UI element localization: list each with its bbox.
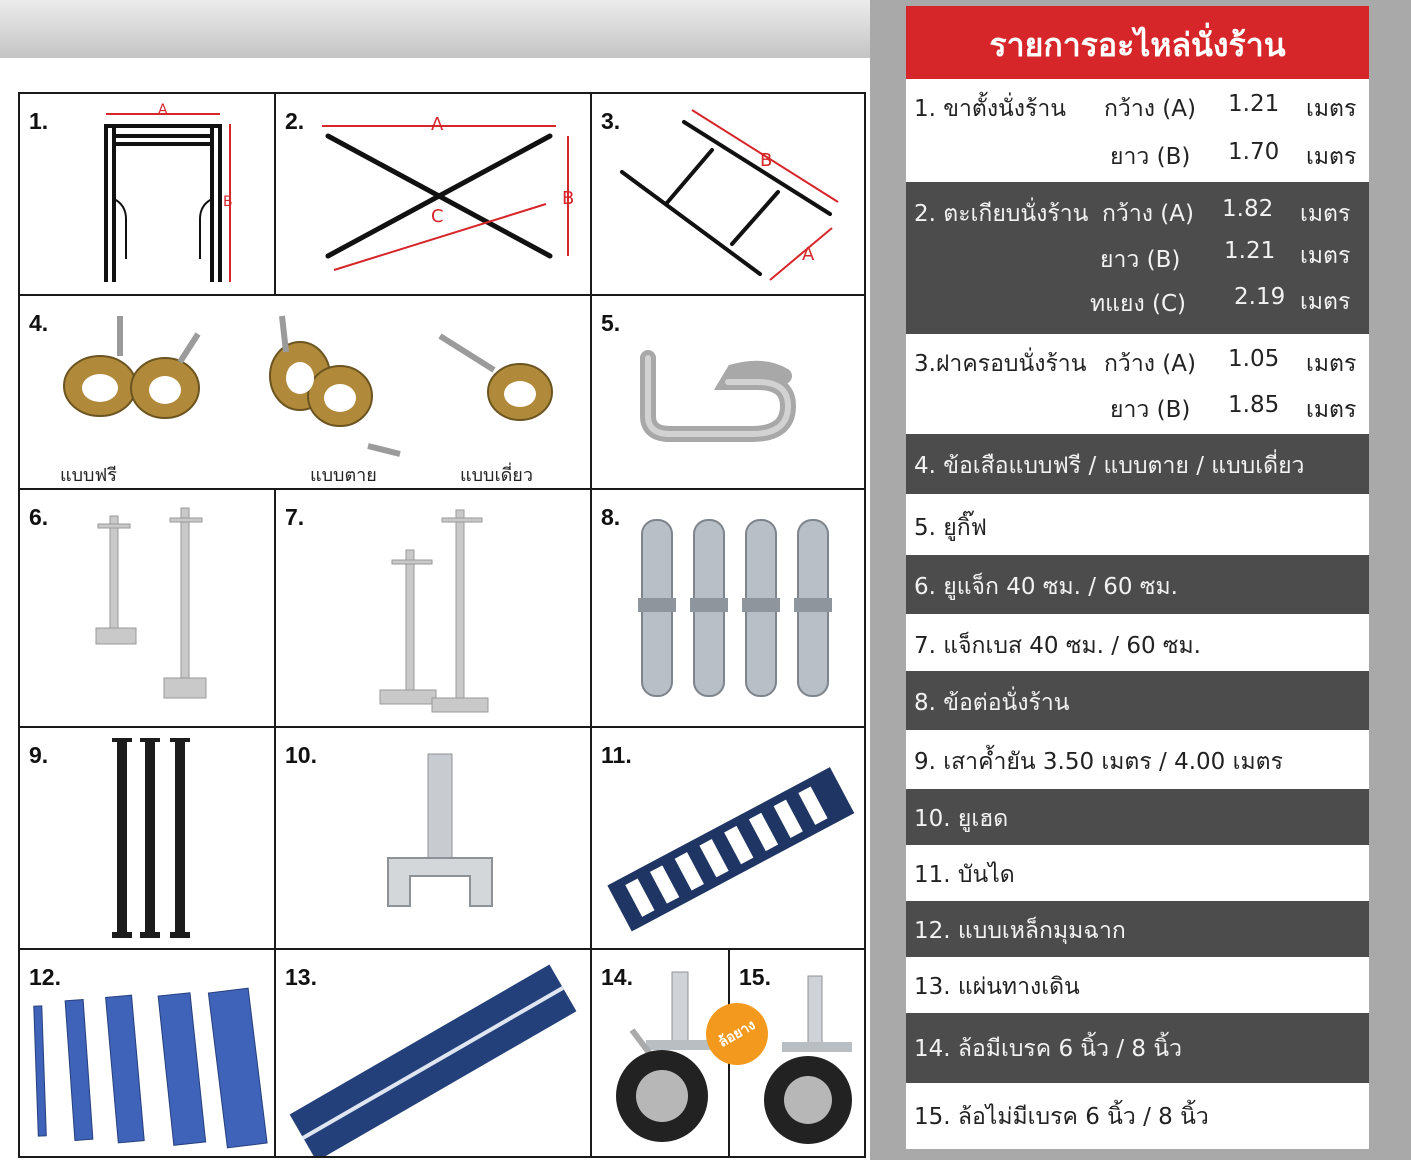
rubber-wheel-badge: ล้อยาง	[695, 992, 780, 1077]
length-unit: เมตร	[1306, 144, 1357, 170]
width-label: กว้าง (A)	[1102, 201, 1194, 227]
list-item-1	[906, 79, 1369, 182]
list-item-9	[906, 730, 1369, 789]
item-name: 6. ยูแจ็ก 40 ซม. / 60 ซม.	[914, 574, 1178, 600]
top-banner-band	[0, 0, 870, 58]
item-name: 8. ข้อต่อนั่งร้าน	[914, 690, 1070, 716]
item-name: 14. ล้อมีเบรค 6 นิ้ว / 8 นิ้ว	[914, 1036, 1183, 1062]
dimension-b-label: B	[760, 150, 773, 171]
item-name: 9. เสาค้ำยัน 3.50 เมตร / 4.00 เมตร	[914, 749, 1283, 775]
frame-cover-illustration	[592, 94, 866, 296]
dimension-a-label: A	[802, 244, 815, 265]
cell-5-u-clip	[592, 296, 866, 490]
item-name: 11. บันได	[914, 862, 1015, 888]
width-value: 1.21	[1228, 91, 1280, 117]
coupler-fixed-label: แบบตาย	[310, 465, 377, 486]
length-label: ยาว (B)	[1110, 144, 1191, 170]
walk-board-illustration	[276, 950, 592, 1156]
list-item-2	[906, 182, 1369, 334]
item-name: 2. ตะเกียบนั่งร้าน	[914, 201, 1089, 227]
cell-14-caster-brake	[592, 950, 730, 1156]
item-number: 2.	[285, 108, 305, 134]
cell-11-ladder	[592, 728, 866, 950]
length-label: ยาว (B)	[1100, 247, 1181, 273]
caster-brake-illustration	[592, 950, 730, 1156]
item-number: 10.	[285, 742, 317, 768]
cell-6-u-jack	[20, 490, 276, 728]
panel-title: รายการอะไหล่นั่งร้าน	[906, 6, 1369, 79]
length-unit: เมตร	[1306, 397, 1357, 423]
coupler-single-label: แบบเดี่ยว	[460, 465, 533, 486]
item-number: 7.	[285, 504, 305, 530]
list-item-15	[906, 1083, 1369, 1149]
list-item-6	[906, 555, 1369, 614]
item-number: 15.	[739, 964, 771, 990]
item-number: 6.	[29, 504, 49, 530]
frame-illustration	[20, 94, 276, 296]
u-clip-illustration	[592, 296, 866, 490]
length-value: 1.85	[1228, 392, 1280, 418]
item-number: 14.	[601, 964, 633, 990]
width-unit: เมตร	[1300, 201, 1351, 227]
dimension-b-label: B	[223, 194, 233, 210]
item-name: 1. ขาตั้งนั่งร้าน	[914, 96, 1067, 122]
list-item-12	[906, 901, 1369, 957]
item-number: 9.	[29, 742, 49, 768]
cell-2-cross-brace	[276, 94, 592, 296]
dimension-c-label: C	[431, 206, 444, 227]
item-name: 5. ยูกิ๊ฟ	[914, 515, 987, 541]
item-name: 12. แบบเหล็กมุมฉาก	[914, 918, 1126, 944]
item-number: 12.	[29, 964, 61, 990]
cell-13-walk-board	[276, 950, 592, 1156]
width-unit: เมตร	[1306, 351, 1357, 377]
diagonal-label: ทแยง (C)	[1090, 291, 1187, 317]
item-number: 3.	[601, 108, 621, 134]
cell-8-joint-pin	[592, 490, 866, 728]
u-head-illustration	[276, 728, 592, 950]
list-item-7	[906, 614, 1369, 671]
item-number: 8.	[601, 504, 621, 530]
cell-1-frame	[20, 94, 276, 296]
width-value: 1.82	[1222, 196, 1274, 222]
length-unit: เมตร	[1300, 243, 1351, 269]
dimension-a-label: A	[158, 102, 168, 118]
steel-form-illustration	[20, 950, 276, 1156]
item-number: 5.	[601, 310, 621, 336]
item-name: 15. ล้อไม่มีเบรค 6 นิ้ว / 8 นิ้ว	[914, 1104, 1209, 1130]
coupler-free-label: แบบฟรี	[60, 465, 117, 486]
length-label: ยาว (B)	[1110, 397, 1191, 423]
list-item-3	[906, 334, 1369, 434]
joint-pin-illustration	[592, 490, 866, 728]
prop-illustration	[20, 728, 276, 950]
length-value: 1.21	[1224, 238, 1276, 264]
list-item-13	[906, 957, 1369, 1013]
item-name: 7. แจ็กเบส 40 ซม. / 60 ซม.	[914, 633, 1201, 659]
item-name: 13. แผ่นทางเดิน	[914, 974, 1080, 1000]
list-item-4	[906, 434, 1369, 494]
parts-list-panel	[906, 6, 1369, 1149]
cell-10-u-head	[276, 728, 592, 950]
parts-grid	[18, 92, 866, 1158]
item-number: 4.	[29, 310, 49, 336]
cell-4-couplers	[20, 296, 592, 490]
ladder-illustration	[592, 728, 866, 950]
item-number: 13.	[285, 964, 317, 990]
item-number: 1.	[29, 108, 49, 134]
cell-3-frame-cover	[592, 94, 866, 296]
list-item-8	[906, 671, 1369, 730]
length-value: 1.70	[1228, 139, 1280, 165]
item-number: 11.	[601, 742, 632, 768]
item-name: 3.ฝาครอบนั่งร้าน	[914, 351, 1087, 377]
item-name: 4. ข้อเสือแบบฟรี / แบบตาย / แบบเดี่ยว	[914, 453, 1305, 479]
width-value: 1.05	[1228, 346, 1280, 372]
list-item-14	[906, 1013, 1369, 1083]
item-name: 10. ยูเฮด	[914, 806, 1009, 832]
list-item-10	[906, 789, 1369, 845]
cell-7-jack-base	[276, 490, 592, 728]
dimension-b-label: B	[562, 188, 575, 209]
cell-12-steel-form	[20, 950, 276, 1156]
jack-base-illustration	[276, 490, 592, 728]
width-label: กว้าง (A)	[1104, 96, 1196, 122]
list-item-11	[906, 845, 1369, 901]
dimension-a-label: A	[431, 114, 444, 135]
list-item-5	[906, 494, 1369, 555]
width-unit: เมตร	[1306, 96, 1357, 122]
u-jack-illustration	[20, 490, 276, 728]
diagonal-value: 2.19	[1234, 284, 1286, 310]
cell-9-prop	[20, 728, 276, 950]
diagonal-unit: เมตร	[1300, 289, 1351, 315]
width-label: กว้าง (A)	[1104, 351, 1196, 377]
